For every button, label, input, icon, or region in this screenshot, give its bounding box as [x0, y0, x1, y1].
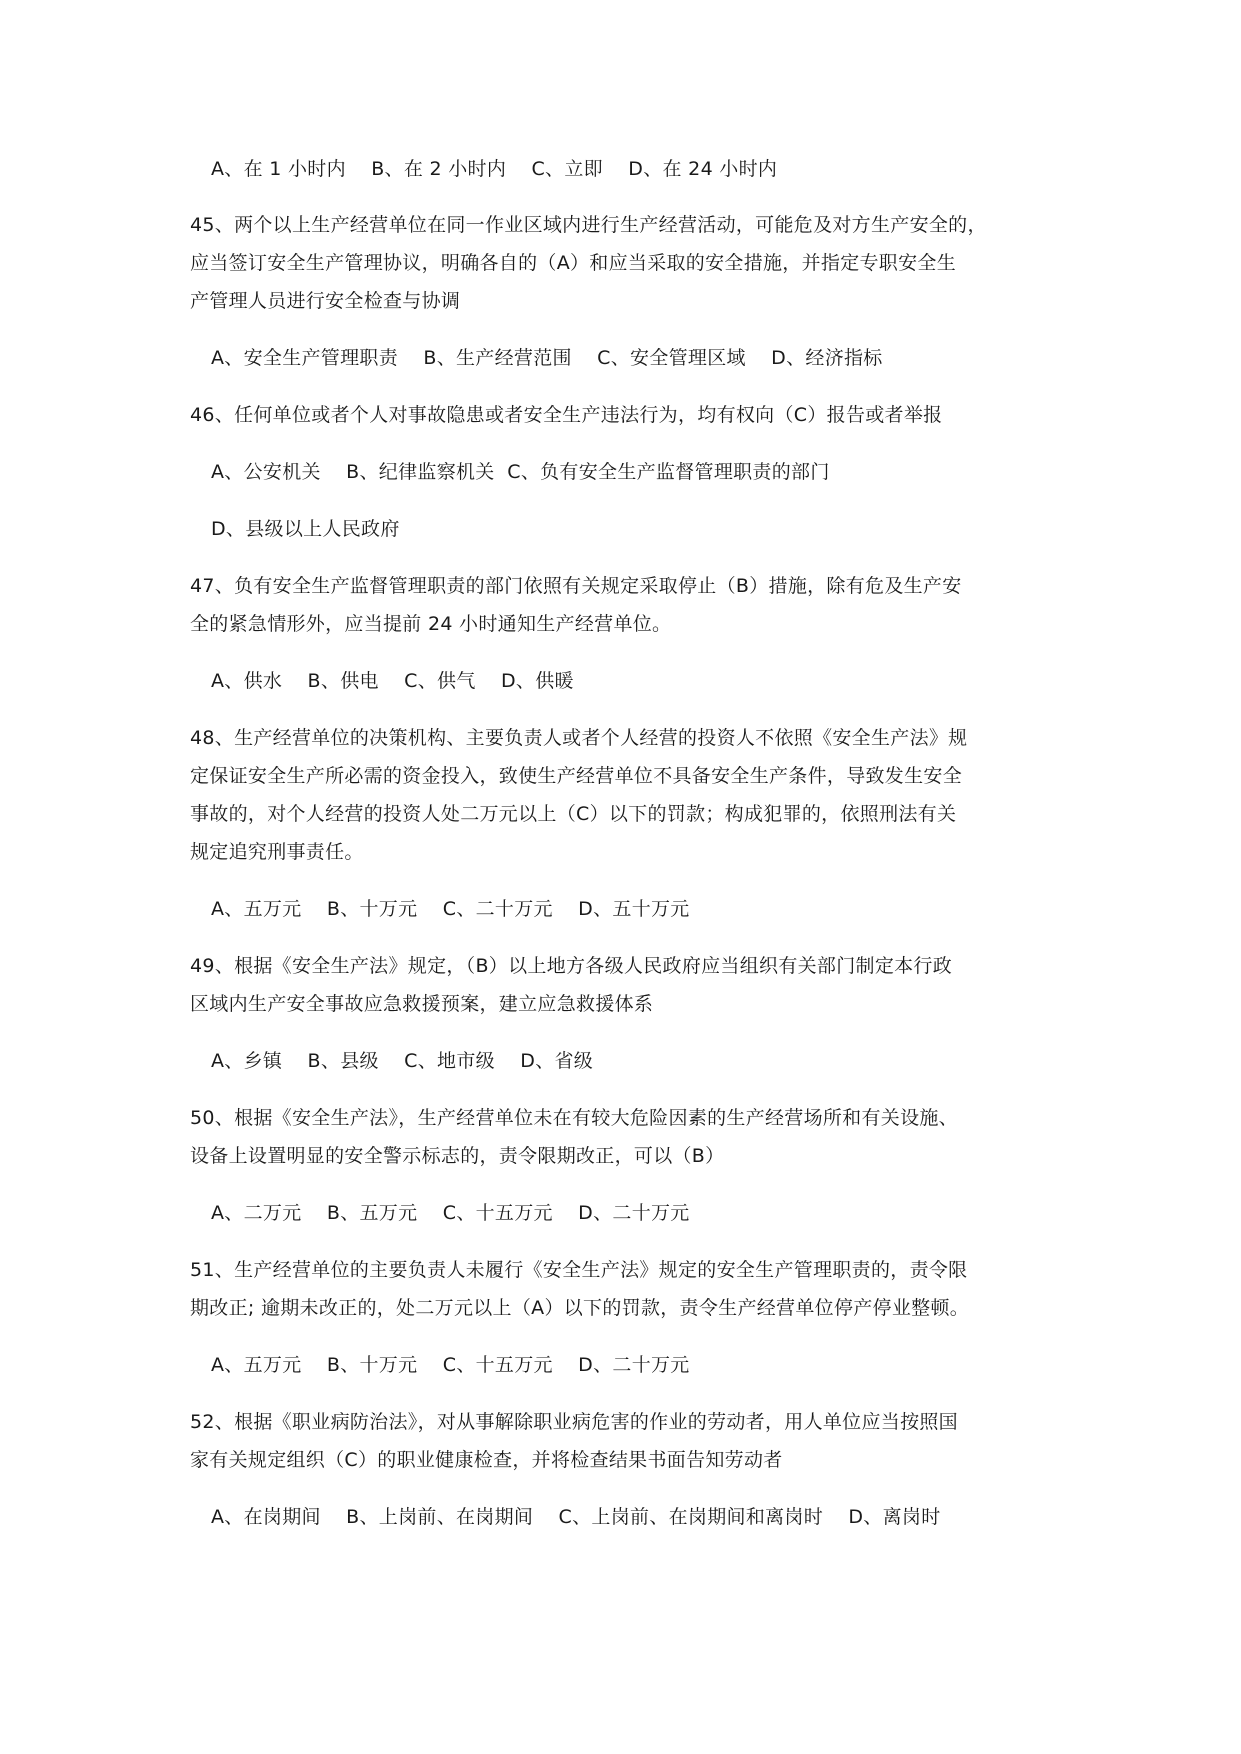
question-48-line-4: 规定追究刑事责任。	[190, 841, 364, 863]
question-50-line-1: 50、根据《安全生产法》，生产经营单位未在有较大危险因素的生产经营场所和有关设施、	[190, 1107, 958, 1129]
question-45-line-1: 45、两个以上生产经营单位在同一作业区域内进行生产经营活动，可能危及对方生产安全的，	[190, 214, 987, 236]
question-46-line-1: 46、任何单位或者个人对事故隐患或者安全生产违法行为，均有权向（C）报告或者举报	[190, 404, 943, 426]
question-52-line-2: 家有关规定组织（C）的职业健康检查，并将检查结果书面告知劳动者	[190, 1449, 783, 1471]
question-52-line-1: 52、根据《职业病防治法》，对从事解除职业病危害的作业的劳动者，用人单位应当按照国	[190, 1411, 958, 1433]
question-49-line-1: 49、根据《安全生产法》规定，（B）以上地方各级人民政府应当组织有关部门制定本行政	[190, 955, 953, 977]
answer-options-q46-line-2: D、县级以上人民政府	[211, 518, 400, 540]
question-48-line-2: 定保证安全生产所必需的资金投入，致使生产经营单位不具备安全生产条件，导致发生安全	[190, 765, 963, 787]
answer-options-q47: A、供水 B、供电 C、供气 D、供暖	[211, 670, 574, 692]
answer-options-q46-line-1: A、公安机关 B、纪律监察机关 C、负有安全生产监督管理职责的部门	[211, 461, 830, 483]
question-45-line-2: 应当签订安全生产管理协议，明确各自的（A）和应当采取的安全措施，并指定专职安全生	[190, 252, 956, 274]
question-50-line-2: 设备上设置明显的安全警示标志的，责令限期改正，可以（B）	[190, 1145, 725, 1167]
answer-options-q51: A、五万元 B、十万元 C、十五万元 D、二十万元	[211, 1354, 690, 1376]
answer-options-q44: A、在 1 小时内 B、在 2 小时内 C、立即 D、在 24 小时内	[211, 158, 778, 180]
answer-options-q49: A、乡镇 B、县级 C、地市级 D、省级	[211, 1050, 594, 1072]
question-51-line-1: 51、生产经营单位的主要负责人未履行《安全生产法》规定的安全生产管理职责的，责令限	[190, 1259, 968, 1281]
answer-options-q45: A、安全生产管理职责 B、生产经营范围 C、安全管理区域 D、经济指标	[211, 347, 883, 369]
question-47-line-1: 47、负有安全生产监督管理职责的部门依照有关规定采取停止（B）措施，除有危及生产安	[190, 575, 962, 597]
question-49-line-2: 区域内生产安全事故应急救援预案，建立应急救援体系	[190, 993, 654, 1015]
question-47-line-2: 全的紧急情形外，应当提前 24 小时通知生产经营单位。	[190, 613, 672, 635]
question-48-line-3: 事故的，对个人经营的投资人处二万元以上（C）以下的罚款；构成犯罪的，依照刑法有关	[190, 803, 957, 825]
answer-options-q50: A、二万元 B、五万元 C、十五万元 D、二十万元	[211, 1202, 690, 1224]
question-51-line-2: 期改正; 逾期未改正的，处二万元以上（A）以下的罚款，责令生产经营单位停产停业整顿。	[190, 1297, 970, 1319]
question-48-line-1: 48、生产经营单位的决策机构、主要负责人或者个人经营的投资人不依照《安全生产法》规	[190, 727, 968, 749]
question-45-line-3: 产管理人员进行安全检查与协调	[190, 290, 461, 312]
answer-options-q52: A、在岗期间 B、上岗前、在岗期间 C、上岗前、在岗期间和离岗时 D、离岗时	[211, 1506, 941, 1528]
answer-options-q48: A、五万元 B、十万元 C、二十万元 D、五十万元	[211, 898, 690, 920]
